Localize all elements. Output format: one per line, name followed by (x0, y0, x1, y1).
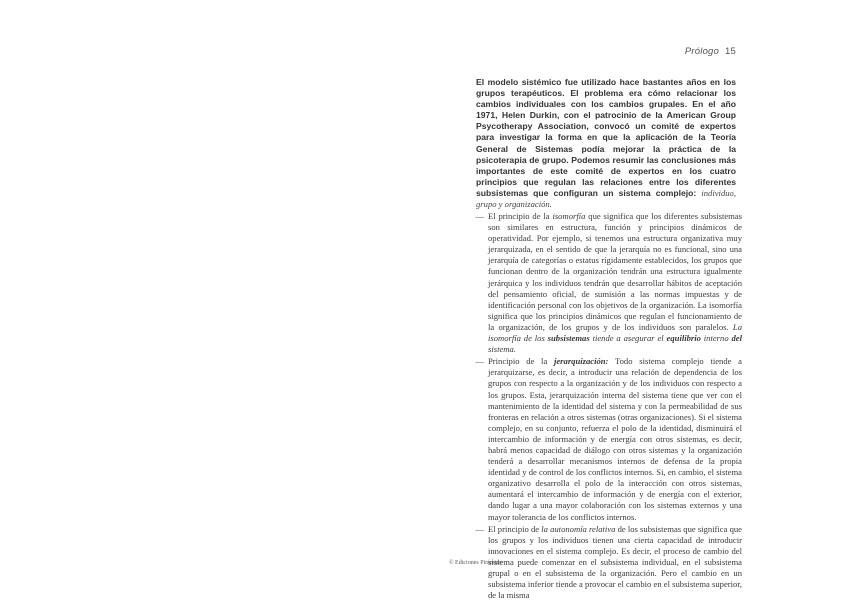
principles-list (454, 211, 742, 602)
dash-marker: — (475, 523, 484, 534)
item-tail: tiende a asegurar el (589, 333, 667, 344)
item-body: de los subsistemas que significa que los grupos y los individuos tienen una cierta capacidad de introducir innovaciones en el sistema complejo. Es decir, el proceso de cambio del sistema puede comenzar en el subsistema individual, en el subsistema grupal o en el subsistema de la organización. Pero el cambio en un subsistema inferior tiende a provocar el cambio en el subsistema superior, de la misma (488, 523, 742, 601)
running-title: Prólogo (684, 46, 720, 57)
item-term: isomorfía (552, 211, 586, 221)
item-term: jerarquización: (553, 356, 609, 367)
page-header (685, 46, 736, 57)
list-item (454, 356, 742, 522)
dash-marker: — (475, 356, 484, 367)
item-tail-bold: subsistemas (547, 333, 590, 344)
page-number: 15 (725, 46, 736, 57)
dash-marker: — (475, 211, 484, 221)
item-tail: La isomorfía de los (488, 321, 742, 344)
intro-emphasis: individuo, grupo y organización. (476, 187, 736, 210)
item-tail-bold: equilibrio (666, 333, 701, 344)
item-pre: Principio de la (488, 356, 554, 367)
item-tail: interno (700, 333, 732, 344)
item-body: Todo sistema complejo tiende a jerarquizarse, es decir, a introducir una relación de dependencia de los grupos con respecto a la organización y de los individuos con respecto a los grupos. Esta, jerarquización interna del sistema tiene que ver con el mantenimiento de la identidad del sistema y con la permeabilidad de sus fronteras en relación a otros sistemas (otras organizaciones). Si el sistema complejo, en su conjunto, refuerza el polo de la identidad, disminuirá el intercambio de información y de energía con otros sistemas, es decir, habrá menos capacidad de diálogo con otros sistemas y la organización tenderá a desarrollar mecanismos internos de defensa de la propia identidad y de control de los conflictos internos. Si, en cambio, el sistema organizativo desarrolla el polo de la interacción con otros sistemas, aumentará el intercambio de información y de energía con el exterior, dando lugar a una mayor colaboración con los sistemas externos y una mayor tolerancia de los conflictos internos. (488, 356, 742, 522)
item-tail: sistema. (488, 344, 516, 355)
intro-text: El modelo sistémico fue utilizado hace bastantes años en los grupos terapéuticos. El problema era cómo relacionar los cambios individuales con los cambios grupales. En el año 1971, Helen Durkin, con el patrocinio de la American Group Psycotherapy Association, convocó un comité de expertos para investigar la forma en que la aplicación de la Teoría General de Sistemas podía mejorar la práctica de la psicoterapia de grupo. Podemos resumir las conclusiones más importantes de este comité de expertos en los cuatro principios que regulan las relaciones entre los diferentes subsistemas que configuran un sistema complejo: (476, 77, 736, 198)
item-pre: El principio de (488, 523, 542, 534)
item-pre: El principio de la (488, 211, 553, 221)
list-item (454, 211, 742, 355)
item-body: que significa que los diferentes subsistemas son similares en estructura, función y principios dinámicos de operatividad. Por ejemplo, si tenemos una estructura organizativa muy jerarquizada, en el sentido de que la jerarquía no es funcional, sino una jerarquía de categorías o estatus rígidamente establecidos, los grupos que funcionan dentro de la organización tendrán una estructura igualmente jerárquica y los individuos tendrán que desarrollar hábitos de aceptación del pensamiento oficial, de sumisión a las normas impuestas y de identificación personal con los objetivos de la organización. La isomorfía significa que los principios dinámicos que regulan el funcionamiento de la organización, de los grupos y de los individuos son paralelos. (488, 211, 742, 332)
item-term: la autonomía relativa (541, 523, 616, 534)
intro-paragraph (476, 77, 736, 210)
item-tail-bold: del (731, 333, 742, 344)
publisher-footer: © Ediciones Pirámide (449, 560, 502, 566)
